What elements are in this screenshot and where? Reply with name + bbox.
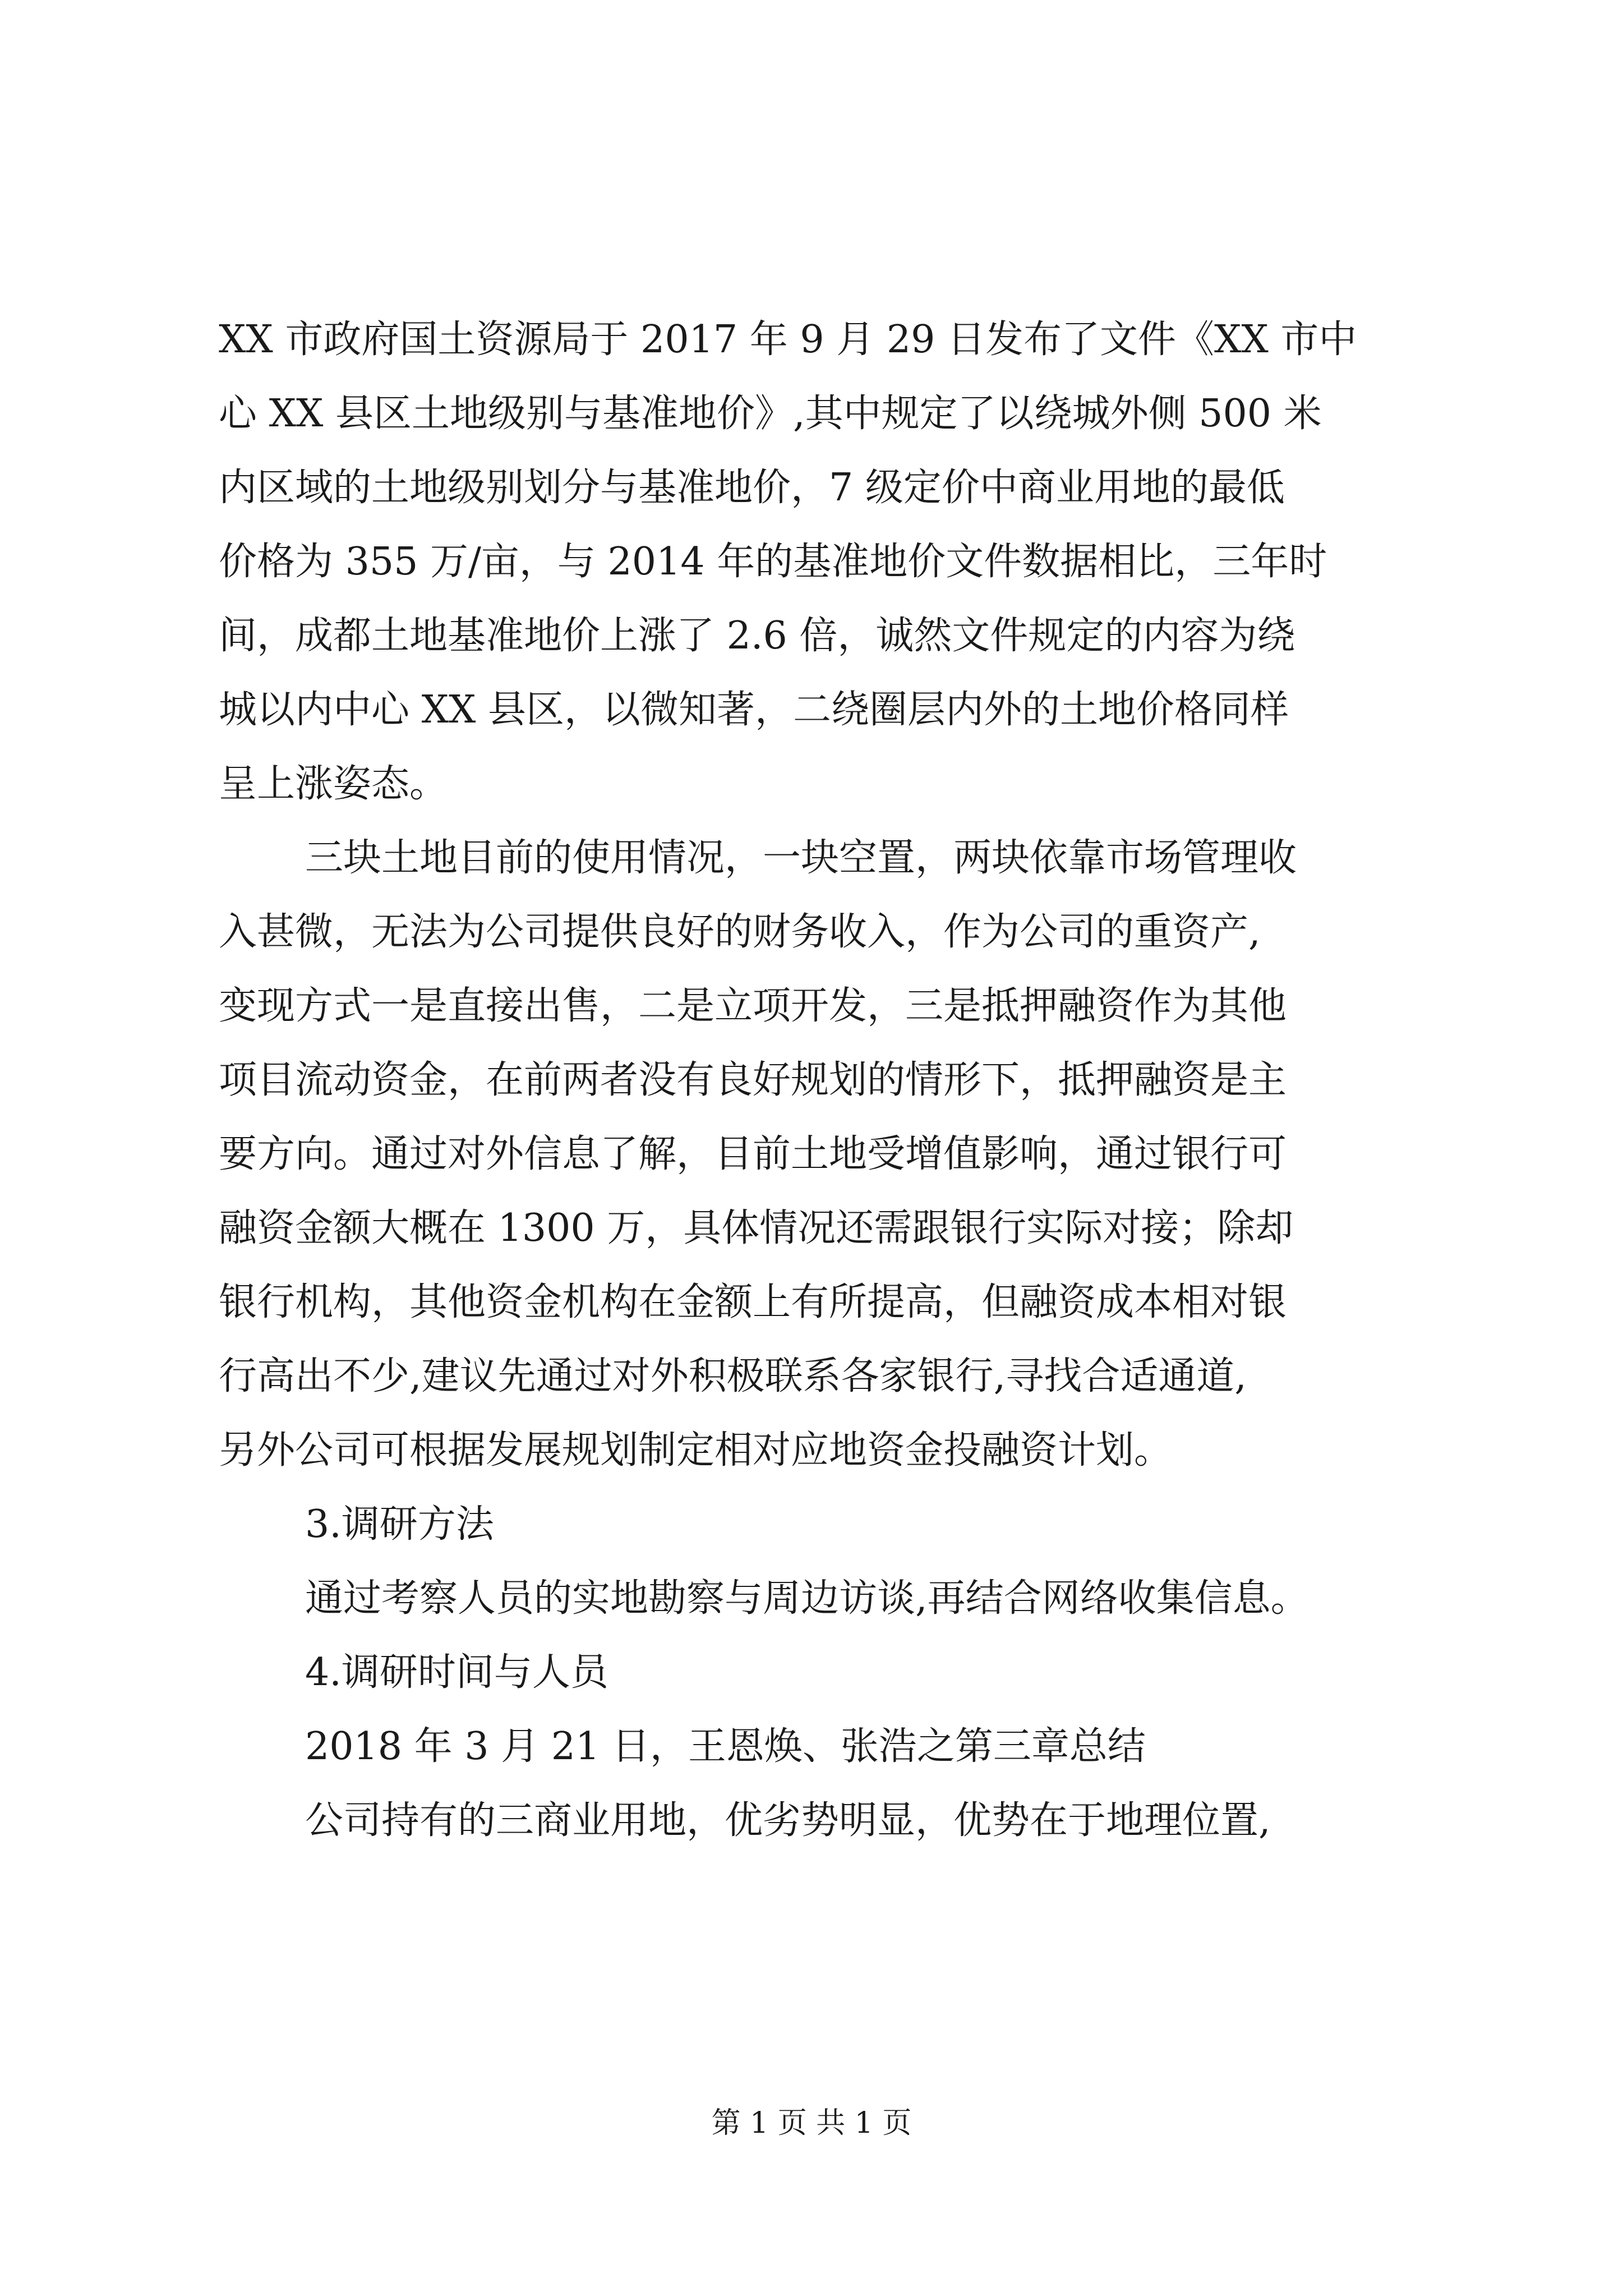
text-line: 心 XX 县区土地级别与基准地价》,其中规定了以绕城外侧 500 米 [219, 392, 1322, 436]
paragraph-land-price [219, 303, 1447, 821]
text-line: 项目流动资金，在前两者没有良好规划的情形下，抵押融资是主 [219, 1058, 1287, 1102]
text-line: XX 市政府国土资源局于 2017 年 9 月 29 日发布了文件《XX 市中 [219, 318, 1357, 362]
document-body [219, 303, 1447, 1858]
text-line: 银行机构，其他资金机构在金额上有所提高，但融资成本相对银 [219, 1280, 1287, 1324]
section-heading-research-method: 3.调研方法 [305, 1502, 494, 1547]
text-line: 行高出不少,建议先通过对外积极联系各家银行,寻找合适通道, [219, 1354, 1247, 1398]
section-heading-research-time: 4.调研时间与人员 [305, 1650, 608, 1695]
page-footer [0, 2099, 1623, 2141]
text-line: 内区域的土地级别划分与基准地价，7 级定价中商业用地的最低 [219, 466, 1285, 510]
paragraph-land-usage [219, 821, 1447, 1488]
text-line: 另外公司可根据发展规划制定相对应地资金投融资计划。 [219, 1428, 1173, 1473]
paragraph-summary: 公司持有的三商业用地，优劣势明显，优势在于地理位置, [305, 1798, 1271, 1843]
text-line: 间，成都土地基准地价上涨了 2.6 倍，诚然文件规定的内容为绕 [219, 614, 1295, 658]
text-line: 呈上涨姿态。 [219, 762, 448, 806]
text-line: 三块土地目前的使用情况，一块空置，两块依靠市场管理收 [305, 836, 1297, 880]
paragraph-research-method: 通过考察人员的实地勘察与周边访谈,再结合网络收集信息。 [305, 1576, 1309, 1621]
text-line: 要方向。通过对外信息了解，目前土地受增值影响，通过银行可 [219, 1132, 1287, 1176]
text-line: 变现方式一是直接出售，二是立项开发，三是抵押融资作为其他 [219, 984, 1287, 1028]
page-number-label: 第 1 页 共 1 页 [711, 2106, 912, 2140]
text-line: 城以内中心 XX 县区，以微知著，二绕圈层内外的土地价格同样 [219, 688, 1289, 732]
text-line: 融资金额大概在 1300 万，具体情况还需跟银行实际对接；除却 [219, 1206, 1294, 1250]
paragraph-research-time: 2018 年 3 月 21 日，王恩焕、张浩之第三章总结 [305, 1724, 1146, 1769]
text-line: 入甚微，无法为公司提供良好的财务收入，作为公司的重资产, [219, 910, 1261, 954]
text-line: 价格为 355 万/亩，与 2014 年的基准地价文件数据相比，三年时 [219, 540, 1327, 584]
